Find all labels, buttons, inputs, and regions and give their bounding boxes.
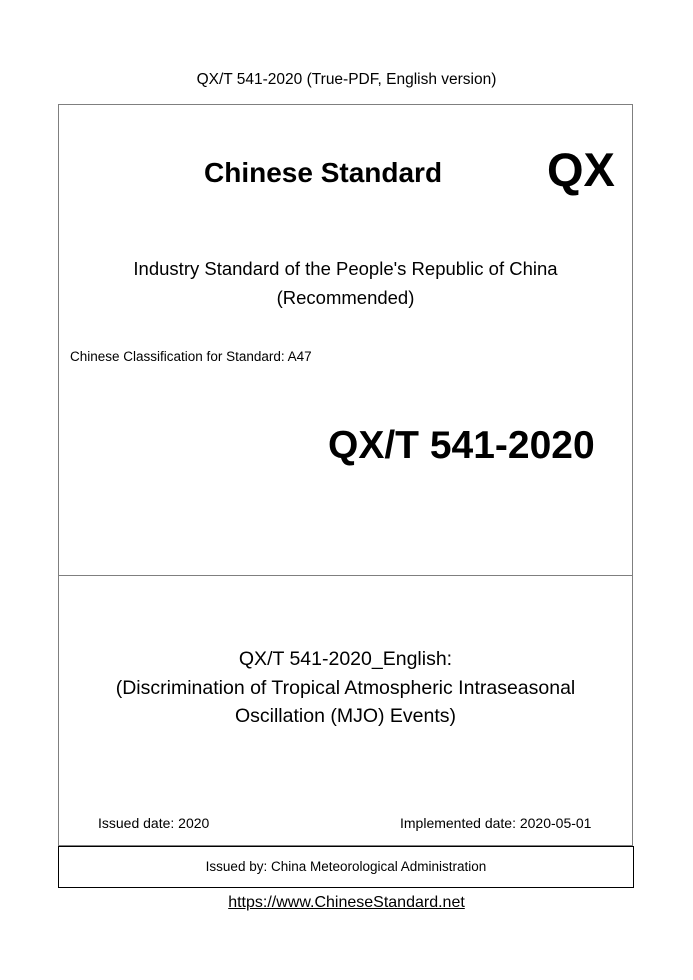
implemented-date: Implemented date: 2020-05-01: [400, 815, 592, 831]
document-title-line-3: Oscillation (MJO) Events): [234, 705, 457, 727]
document-title-line-2: (Discrimination of Tropical Atmospheric Intraseasonal: [115, 677, 576, 699]
standard-type-line-1: Industry Standard of the People's Republic of China: [133, 258, 558, 279]
cover-frame: [58, 104, 633, 846]
brand-mark: QX: [547, 143, 615, 196]
website-link[interactable]: https://www.ChineseStandard.net: [228, 894, 465, 911]
brand-title: Chinese Standard: [204, 157, 443, 188]
issued-date: Issued date: 2020: [98, 815, 210, 831]
standard-code: QX/T 541-2020: [328, 424, 595, 467]
classification-label: Chinese Classification for Standard: A47: [70, 349, 312, 364]
document-title-line-1: QX/T 541-2020_English:: [238, 648, 453, 670]
issuer-text: Issued by: China Meteorological Administration: [205, 859, 487, 874]
website-link-container: [0, 894, 693, 912]
standard-type-line-2: (Recommended): [276, 287, 415, 308]
document-header: QX/T 541-2020 (True-PDF, English version): [196, 71, 497, 88]
cover-divider: [58, 575, 633, 576]
